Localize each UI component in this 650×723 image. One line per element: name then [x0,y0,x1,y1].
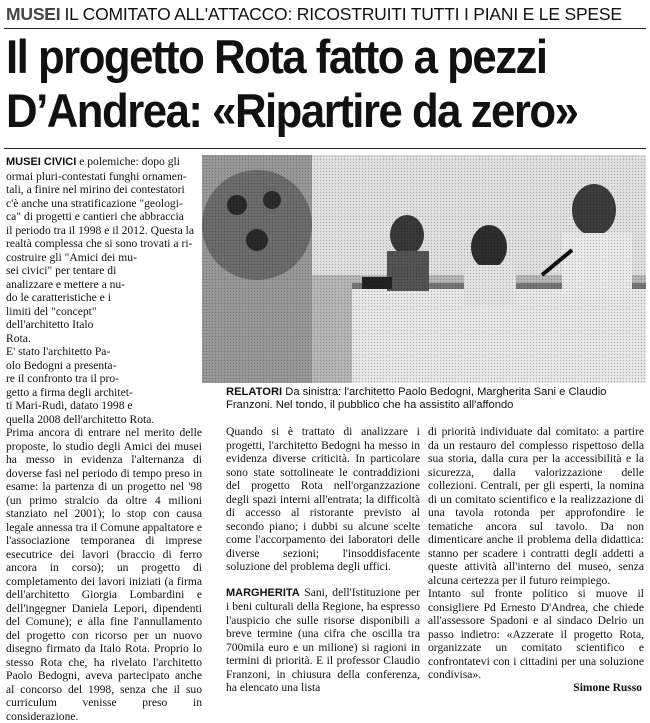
column-2-lead: MARGHERITA [226,586,300,599]
article-photo [202,155,646,383]
kicker-text: IL COMITATO ALL'ATTACCO: RICOSTRUITI TUTTI I PIANI E LE SPESE [64,4,622,24]
column-2-paragraph-1: Quando si è trattato di analizzare i progetti, l'architetto Bedogni ha messo in evidenza diverse criticità. In particolare sono state sottolineate le contraddizioni del progetto Rota nell'organzzazione degli spazi interni all'entrata; la difficoltà di accesso al ristorante previsto al secondo piano; i dubbi su alcune scelte come l'accorpamento dei laboratori delle diverse sezioni; l'insoddisfacente soluzione del problema degli uffici. [226,425,420,573]
photo-illustration [202,155,646,383]
caption-text: Da sinistra: l'architetto Paolo Bedogni, Margherita Sani e Claudio Franzoni. Nel tondo, il pubblico che ha assistito all'affondo [226,386,607,411]
article-column-1: MUSEI CIVICI e polemiche: dopo gli ormai pluri-contestati funghi ornamen- tali, a finire nel mirino dei contestatori c'è anche una stratificazione "geologi- ca" di progetti e cantieri che abbraccia il periodo tra il 1998 e il 2012. Questa la realtà complessa che si sono trovati a ri- costruire gli "Amici dei mu- sei civici" per tentare di analizzare e mettere a nu- do le caratteristiche e i limiti del "concept" dell'architetto Italo Rota. E' stato l'architetto Pa- olo Bedogni a presenta- re il confronto tra il pro- getto a firma degli architet- ti Mari-Rudi, datato 1998 e quella 2008 dell'architetto Rota. Prima ancora di entrare nel merito delle proposte, lo studio degli Amici dei musei ha messo in evidenza l'alternanza di doverse fasi nel periodo di tempo preso in esame: la partenza di un progetto nel '98 (un primo stralcio da oltre 4 milioni stanziato nel 2001); lo stop con causa legale annessa tra il Comune appaltatore e l'associazione temporanea di imprese esecutrice dei lavori (braccio di ferro ancora in corso); un progetto di completamento dei lavori iniziati (a firma dell'architetto Giorgia Lombardini e dell'ingegner Daniela Lepori, dipendenti del Comune); e alla fine l'annullamento del progetto con ricorso per un nuovo disegno firmato da Italo Rota. Proprio lo stesso Rota che, ha rivelato l'architetto Paolo Bedogni, aveva partecipato anche al concorso del 1998, senza che il suo curriculum venisse preso in considerazione. [6,155,202,723]
column-3-paragraph-1: di priorità individuate dal comitato: a partire da un restauro del complesso rispettoso della sua storia, dalla cura per la accessibilità e la sicurezza, dalla valorizzazione delle collezioni. Centrali, per gli esperti, la nomina di un comitato scientifico e la realizzazione di una tavola rotonda per approfondire le tematiche ancora sul tavolo. Da non dimenticare anche il problema della didattica: stanno per scadere i contratti degli addetti a queste attività all'interno del museo, senza alcuna certezza per il futuro reimpiego. [428,425,644,587]
caption-lead: RELATORI [226,386,283,398]
column-2-paragraph-2: Sani, dell'Istituzione per i beni culturali della Regione, ha espresso l'auspicio che sulle risorse disponibili a breve termine (una cifra che oscilla tra 700mila euro e un milione) si ragioni in termini di priorità. E il professor Claudio Franzoni, in chiusura della conferenza, ha elencato una lista [226,585,420,694]
article-column-3 [428,425,644,682]
top-rule [4,28,646,29]
headline-rule [4,148,646,149]
column-1-lead: MUSEI CIVICI [6,156,77,168]
kicker [6,4,644,26]
byline: Simone Russo [573,682,642,694]
column-1-body: Prima ancora di entrare nel merito delle proposte, lo studio degli Amici dei musei ha messo in evidenza l'alternanza di doverse fasi nel periodo di tempo preso in esame: la partenza di un progetto nel '98 (un primo stralcio da oltre 4 milioni stanziato nel 2001); lo stop con causa legale annessa tra il Comune appaltatore e l'associazione temporanea di imprese esecutrice dei lavori (braccio di ferro ancora in corso); un progetto di completamento dei lavori iniziati (a firma dell'architetto Giorgia Lombardini e dell'ingegner Daniela Lepori, dipendenti del Comune); e alla fine l'annullamento del progetto con ricorso per un nuovo disegno firmato da Italo Rota. Proprio lo stesso Rota che, ha rivelato l'architetto Paolo Bedogni, aveva partecipato anche al concorso del 1998, senza che il suo curriculum venisse preso in considerazione. [6,426,202,723]
headline-line-2: D’Andrea: «Ripartire da zero» [6,84,578,137]
article-column-2 [226,425,420,695]
photo-caption [226,386,642,412]
column-3-paragraph-2: Intanto sul fronte politico si muove il consigliere Pd Ernesto D'Andrea, che chiede all'assessore Spadoni e al sindaco Delrio un passo indietro: «Azzerate il progetto Rota, organizzate un comitato scientifico e confrontatevi con i cittadini per una soluzione condivisa». [428,587,644,681]
headline-line-1: Il progetto Rota fatto a pezzi [6,30,547,83]
section-tag: MUSEI [6,4,61,24]
